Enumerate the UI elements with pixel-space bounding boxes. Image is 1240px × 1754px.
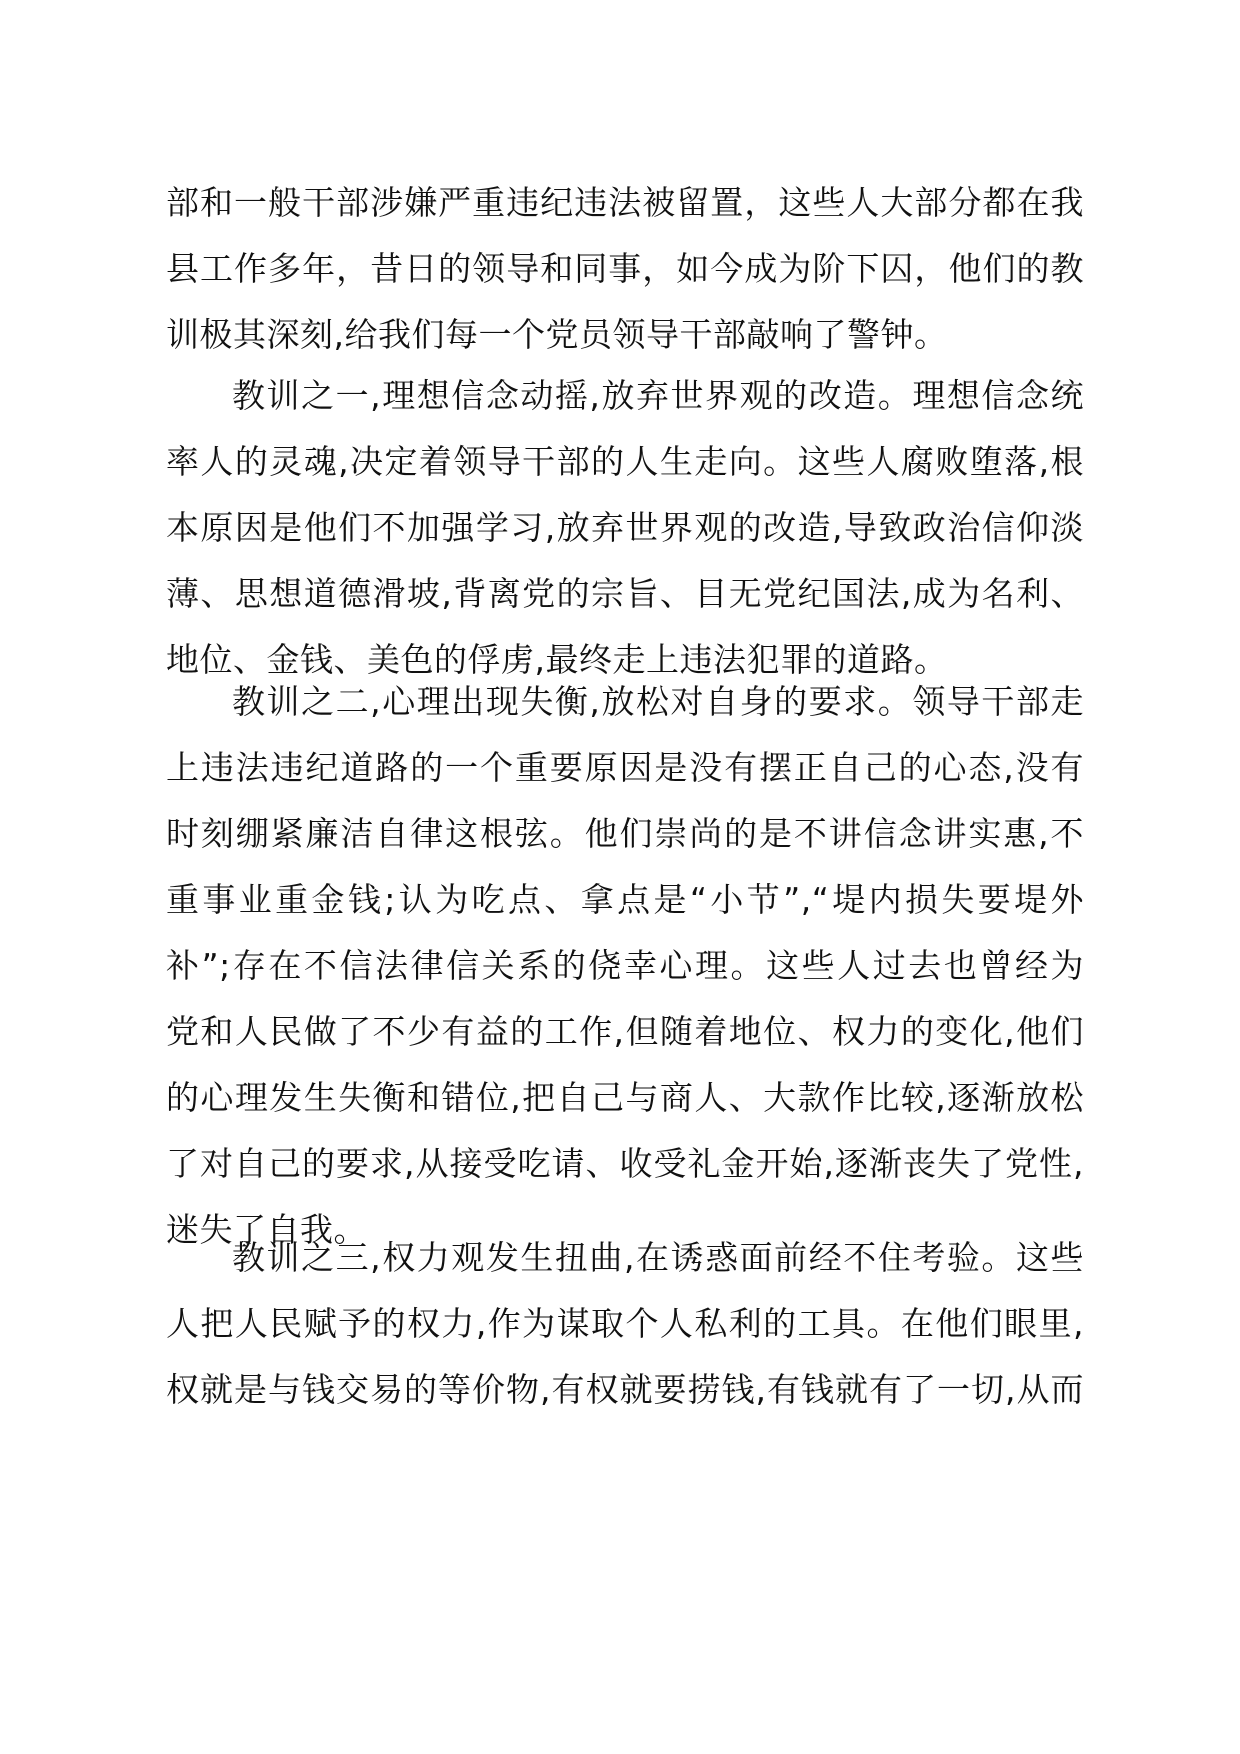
paragraph-line: 人把人民赋予的权力,作为谋取个人私利的工具。在他们眼里, bbox=[166, 1304, 1084, 1343]
paragraph-line: 率人的灵魂,决定着领导干部的人生走向。这些人腐败堕落,根 bbox=[166, 442, 1084, 481]
paragraph-line: 上违法违纪道路的一个重要原因是没有摆正自己的心态,没有 bbox=[166, 748, 1084, 787]
paragraph-line: 训极其深刻,给我们每一个党员领导干部敲响了警钟。 bbox=[166, 315, 948, 354]
paragraph-1 bbox=[166, 170, 1084, 368]
paragraph-line: 薄、思想道德滑坡,背离党的宗旨、目无党纪国法,成为名利、 bbox=[166, 574, 1084, 613]
paragraph-line: 教训之三,权力观发生扭曲,在诱惑面前经不住考验。这些 bbox=[232, 1238, 1084, 1277]
paragraph-line: 党和人民做了不少有益的工作,但随着地位、权力的变化,他们 bbox=[166, 1012, 1084, 1051]
paragraph-line: 重事业重金钱;认为吃点、拿点是“小节”,“堤内损失要堤外 bbox=[166, 880, 1084, 919]
paragraph-line: 时刻绷紧廉洁自律这根弦。他们崇尚的是不讲信念讲实惠,不 bbox=[166, 814, 1084, 853]
paragraph-line: 权就是与钱交易的等价物,有权就要捞钱,有钱就有了一切,从而 bbox=[166, 1370, 1084, 1409]
paragraph-line: 教训之二,心理出现失衡,放松对自身的要求。领导干部走 bbox=[232, 682, 1084, 721]
paragraph-line: 的心理发生失衡和错位,把自己与商人、大款作比较,逐渐放松 bbox=[166, 1078, 1084, 1117]
paragraph-line: 了对自己的要求,从接受吃请、收受礼金开始,逐渐丧失了党性, bbox=[166, 1144, 1084, 1183]
paragraph-line: 部和一般干部涉嫌严重违纪违法被留置，这些人大部分都在我 bbox=[166, 183, 1084, 222]
paragraph-line: 地位、金钱、美色的俘虏,最终走上违法犯罪的道路。 bbox=[166, 640, 948, 679]
paragraph-line: 本原因是他们不加强学习,放弃世界观的改造,导致政治信仰淡 bbox=[166, 508, 1084, 547]
paragraph-3 bbox=[166, 669, 1084, 1263]
paragraph-line: 教训之一,理想信念动摇,放弃世界观的改造。理想信念统 bbox=[232, 376, 1084, 415]
paragraph-line: 迷失了自我。 bbox=[166, 1210, 367, 1249]
paragraph-4 bbox=[166, 1225, 1084, 1423]
paragraph-line: 县工作多年，昔日的领导和同事，如今成为阶下囚，他们的教 bbox=[166, 249, 1084, 288]
paragraph-2 bbox=[166, 363, 1084, 693]
paragraph-line: 补”;存在不信法律信关系的侥幸心理。这些人过去也曾经为 bbox=[166, 946, 1084, 985]
